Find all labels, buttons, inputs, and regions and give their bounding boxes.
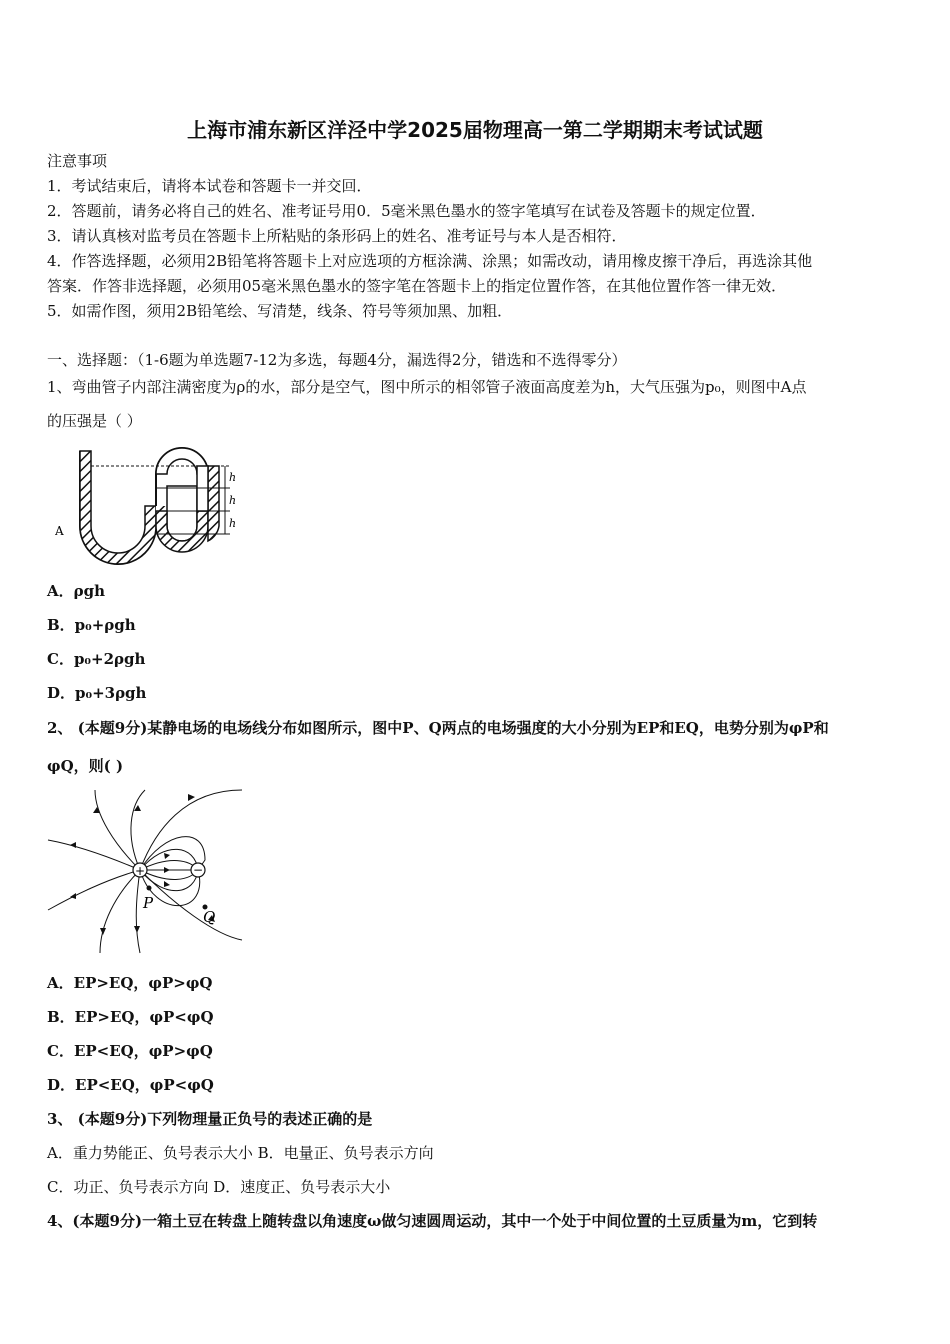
q2-stem-line2: φQ，则( )	[47, 757, 124, 775]
q2-negative-charge: −	[192, 863, 204, 877]
q2-option-d[interactable]: D．EP<EQ，φP<φQ	[47, 1076, 214, 1094]
q1-option-b[interactable]: B．p₀+ρgh	[47, 616, 136, 634]
notice-heading: 注意事项	[47, 152, 108, 170]
notice-item: 答案．作答非选择题，必须用05毫米黑色墨水的签字笔在答题卡上的指定位置作答，在其他位置作答一律无效．	[47, 277, 787, 295]
q2-option-b[interactable]: B．EP>EQ，φP<φQ	[47, 1008, 214, 1026]
notice-item: 5．如需作图，须用2B铅笔绘、写清楚，线条、符号等须加黑、加粗．	[47, 302, 513, 320]
notice-item: 2．答题前，请务必将自己的姓名、准考证号用0．5毫米黑色墨水的签字笔填写在试卷及答题卡的规定位置．	[47, 202, 766, 220]
q1-option-d[interactable]: D．p₀+3ρgh	[47, 684, 147, 702]
q1-label-h: h	[229, 471, 237, 484]
q2-positive-charge: +	[134, 864, 146, 878]
q2-option-a[interactable]: A．EP>EQ，φP>φQ	[47, 974, 213, 992]
q1-label-a: A	[55, 524, 64, 538]
page-title: 上海市浦东新区洋泾中学2025届物理高一第二学期期末考试试题	[187, 118, 763, 142]
notice-item: 1．考试结束后，请将本试卷和答题卡一并交回．	[47, 177, 372, 195]
q2-field-lines-figure	[45, 785, 245, 955]
notice-item: 3．请认真核对监考员在答题卡上所粘贴的条形码上的姓名、准考证号与本人是否相符．	[47, 227, 627, 245]
q3-options-row2[interactable]: C．功正、负号表示方向 D．速度正、负号表示大小	[47, 1178, 391, 1196]
notice-item: 4．作答选择题，必须用2B铅笔将答题卡上对应选项的方框涂满、涂黑；如需改动，请用橡皮擦干净后，再选涂其他	[47, 252, 813, 270]
q1-label-h: h	[229, 517, 237, 530]
q1-stem-line2: 的压强是（ ）	[47, 412, 142, 430]
q1-option-a[interactable]: A．ρgh	[47, 582, 106, 600]
q2-label-p: P	[143, 894, 154, 912]
q3-options-row1[interactable]: A．重力势能正、负号表示大小 B．电量正、负号表示方向	[47, 1144, 434, 1162]
q2-option-c[interactable]: C．EP<EQ，φP>φQ	[47, 1042, 213, 1060]
q1-bent-tube-figure	[55, 446, 245, 568]
q1-option-c[interactable]: C．p₀+2ρgh	[47, 650, 146, 668]
q2-label-q: Q	[203, 908, 216, 926]
q1-label-h: h	[229, 494, 237, 507]
q2-stem-line1: 2、 (本题9分)某静电场的电场线分布如图所示，图中P、Q两点的电场强度的大小分别为EP和EQ，电势分别为φP和	[47, 719, 829, 737]
q1-stem-line1: 1、弯曲管子内部注满密度为ρ的水，部分是空气，图中所示的相邻管子液面高度差为h，大气压强为p₀，则图中A点	[47, 378, 807, 396]
q4-stem: 4、(本题9分)一箱土豆在转盘上随转盘以角速度ω做匀速圆周运动，其中一个处于中间位置的土豆质量为m，它到转	[47, 1212, 818, 1230]
section-heading: 一、选择题：（1-6题为单选题7-12为多选，每题4分，漏选得2分，错选和不选得零分）	[47, 351, 627, 369]
q3-stem: 3、 (本题9分)下列物理量正负号的表述正确的是	[47, 1110, 373, 1128]
